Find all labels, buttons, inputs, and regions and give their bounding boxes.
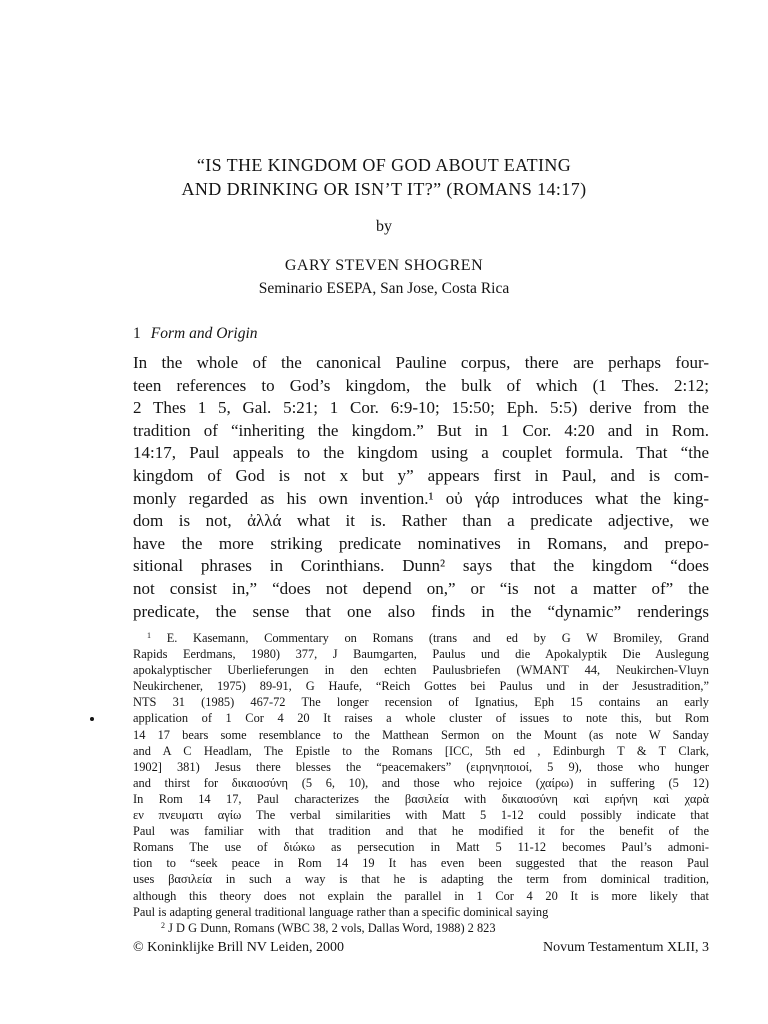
footnote-line-text: Paul is adapting general traditional language rather than a specific dominical saying (133, 904, 549, 919)
article-title-line-1: “IS THE KINGDOM OF GOD ABOUT EATING (196, 155, 572, 175)
footnote-line-text: and thirst for δικαιοσύνη (5 6, 10), and those who rejoice (χαίρω) in suffering (5 12) (133, 775, 709, 790)
footnotes (133, 630, 709, 936)
body-line: teen references to God’s kingdom, the bulk of which (1 Thes. 2:12; (133, 375, 709, 395)
copyright-notice: © Koninklijke Brill NV Leiden, 2000 (133, 940, 345, 955)
margin-dot (90, 717, 94, 721)
footnote-line-text: tion to “seek peace in Rom 14 19 It has even been suggested that the reason Paul (133, 856, 709, 871)
footnote-line-text: E. Kasemann, Commentary on Romans (trans and ed by G W Bromiley, Grand (166, 631, 709, 645)
footnote-line-text: apokalyptischer Uberlieferungen in den echten Paulusbriefen (WMANT 44, Neukirchen-Vluyn (133, 663, 709, 678)
body-line: dom is not, ἀλλά what it is. Rather than a predicate adjective, we (133, 511, 709, 531)
footnote-line (133, 791, 709, 807)
footnote-line (133, 662, 709, 678)
author-name: GARY STEVEN SHOGREN (284, 257, 484, 274)
footnote-line (133, 630, 709, 646)
footnote-line-text: uses βασιλεία in such a way is that he is adapting the term from dominical tradition, (133, 872, 709, 887)
section-heading (133, 324, 258, 344)
footnote-2-text: J D G Dunn, Romans (WBC 38, 2 vols, Dallas Word, 1988) 2 823 (168, 920, 496, 935)
footnote-line (133, 839, 709, 855)
body-line: In the whole of the canonical Pauline corpus, there are perhaps four- (133, 353, 709, 372)
footnote-line-text: Neukirchener, 1975) 89-91, G Haufe, “Reich Gottes bei Paulus und in der Jesustradition,” (133, 679, 709, 694)
footnote-1 (133, 630, 709, 920)
body-line: kingdom of God is not x but y” appears first in Paul, and is com- (133, 465, 709, 485)
body-line: have the more striking predicate nominatives in Romans, and prepo- (133, 533, 709, 553)
byline: by (376, 218, 392, 235)
body-line: not consist in,” “does not depend on,” or “is not a matter of” the (133, 578, 709, 598)
journal-citation: Novum Testamentum XLII, 3 (543, 940, 709, 955)
footnote-line-text: NTS 31 (1985) 467-72 The longer recension of Ignatius, Eph 15 contains an early (133, 695, 709, 710)
footnote-line (133, 888, 709, 904)
footnote-line-text: although this theory does not explain the parallel in 1 Cor 4 20 It is more likely that (133, 888, 709, 903)
footnote-line-text: Romans The use of διώκω as persecution in Matt 5 11-12 becomes Paul’s admoni- (133, 840, 709, 855)
footnote-line (133, 904, 709, 920)
footnote-2-marker: 2 (161, 920, 165, 930)
footnote-line (133, 807, 709, 823)
body-line: sitional phrases in Corinthians. Dunn² says that the kingdom “does (133, 556, 709, 576)
footnote-line (133, 727, 709, 743)
footnote-line (133, 678, 709, 694)
footnote-2 (133, 920, 709, 936)
footnote-line-text: 14 17 bears some resemblance to the Matthean Sermon on the Mount (as note W Sanday (133, 727, 709, 742)
footnote-line-text: Paul was familiar with that tradition and that he modified it for the benefit of the (133, 824, 709, 839)
footnote-line-text: application of 1 Cor 4 20 It raises a whole cluster of issues to note this, but Rom (133, 711, 709, 726)
article-title (100, 153, 668, 201)
footnote-line (133, 855, 709, 871)
footnote-line-text: 1902] 381) Jesus there blesses the “peacemakers” (ειρηνηποιοί, 5 9), those who hunger (133, 759, 709, 774)
body-paragraph (133, 352, 709, 623)
body-line: 2 Thes 1 5, Gal. 5:21; 1 Cor. 6:9-10; 15:50; Eph. 5:5) derive from the (133, 398, 709, 418)
footnote-line (133, 823, 709, 839)
footnote-line (133, 646, 709, 662)
body-line: predicate, the sense that one also finds in the “dynamic” renderings (133, 601, 709, 621)
footnote-line-text: Rapids Eerdmans, 1980) 377, J Baumgarten, Paulus und die Apokalyptik Die Auslegung (133, 647, 709, 662)
footnote-1-marker: 1 (147, 631, 151, 640)
body-line: monly regarded as his own invention.¹ οὐ γάρ introduces what the king- (133, 488, 709, 508)
section-number: 1 (133, 325, 141, 342)
body-line: 14:17, Paul appeals to the kingdom using a couplet formula. That “the (133, 443, 709, 463)
article-title-line-2: AND DRINKING OR ISN’T IT?” (ROMANS 14:17) (181, 179, 587, 199)
author-affiliation: Seminario ESEPA, San Jose, Costa Rica (258, 280, 510, 297)
footnote-line (133, 694, 709, 710)
footnote-line (133, 743, 709, 759)
footnote-line (133, 710, 709, 726)
footnote-line-text: In Rom 14 17, Paul characterizes the βασιλεία with δικαιοσύνη καὶ ειρήνη καὶ χαρὰ (133, 791, 709, 806)
footnote-line (133, 759, 709, 775)
footnote-line-text: εν πνευματι αγίω The verbal similarities with Matt 5 1-12 could possibly indicate that (133, 808, 709, 823)
footnote-line (133, 775, 709, 791)
footnote-line-text: and A C Headlam, The Epistle to the Romans [ICC, 5th ed , Edinburgh T & T Clark, (133, 743, 709, 758)
body-line: tradition of “inheriting the kingdom.” But in 1 Cor. 4:20 and in Rom. (133, 420, 709, 440)
footnote-line (133, 871, 709, 887)
section-title: Form and Origin (150, 325, 258, 342)
